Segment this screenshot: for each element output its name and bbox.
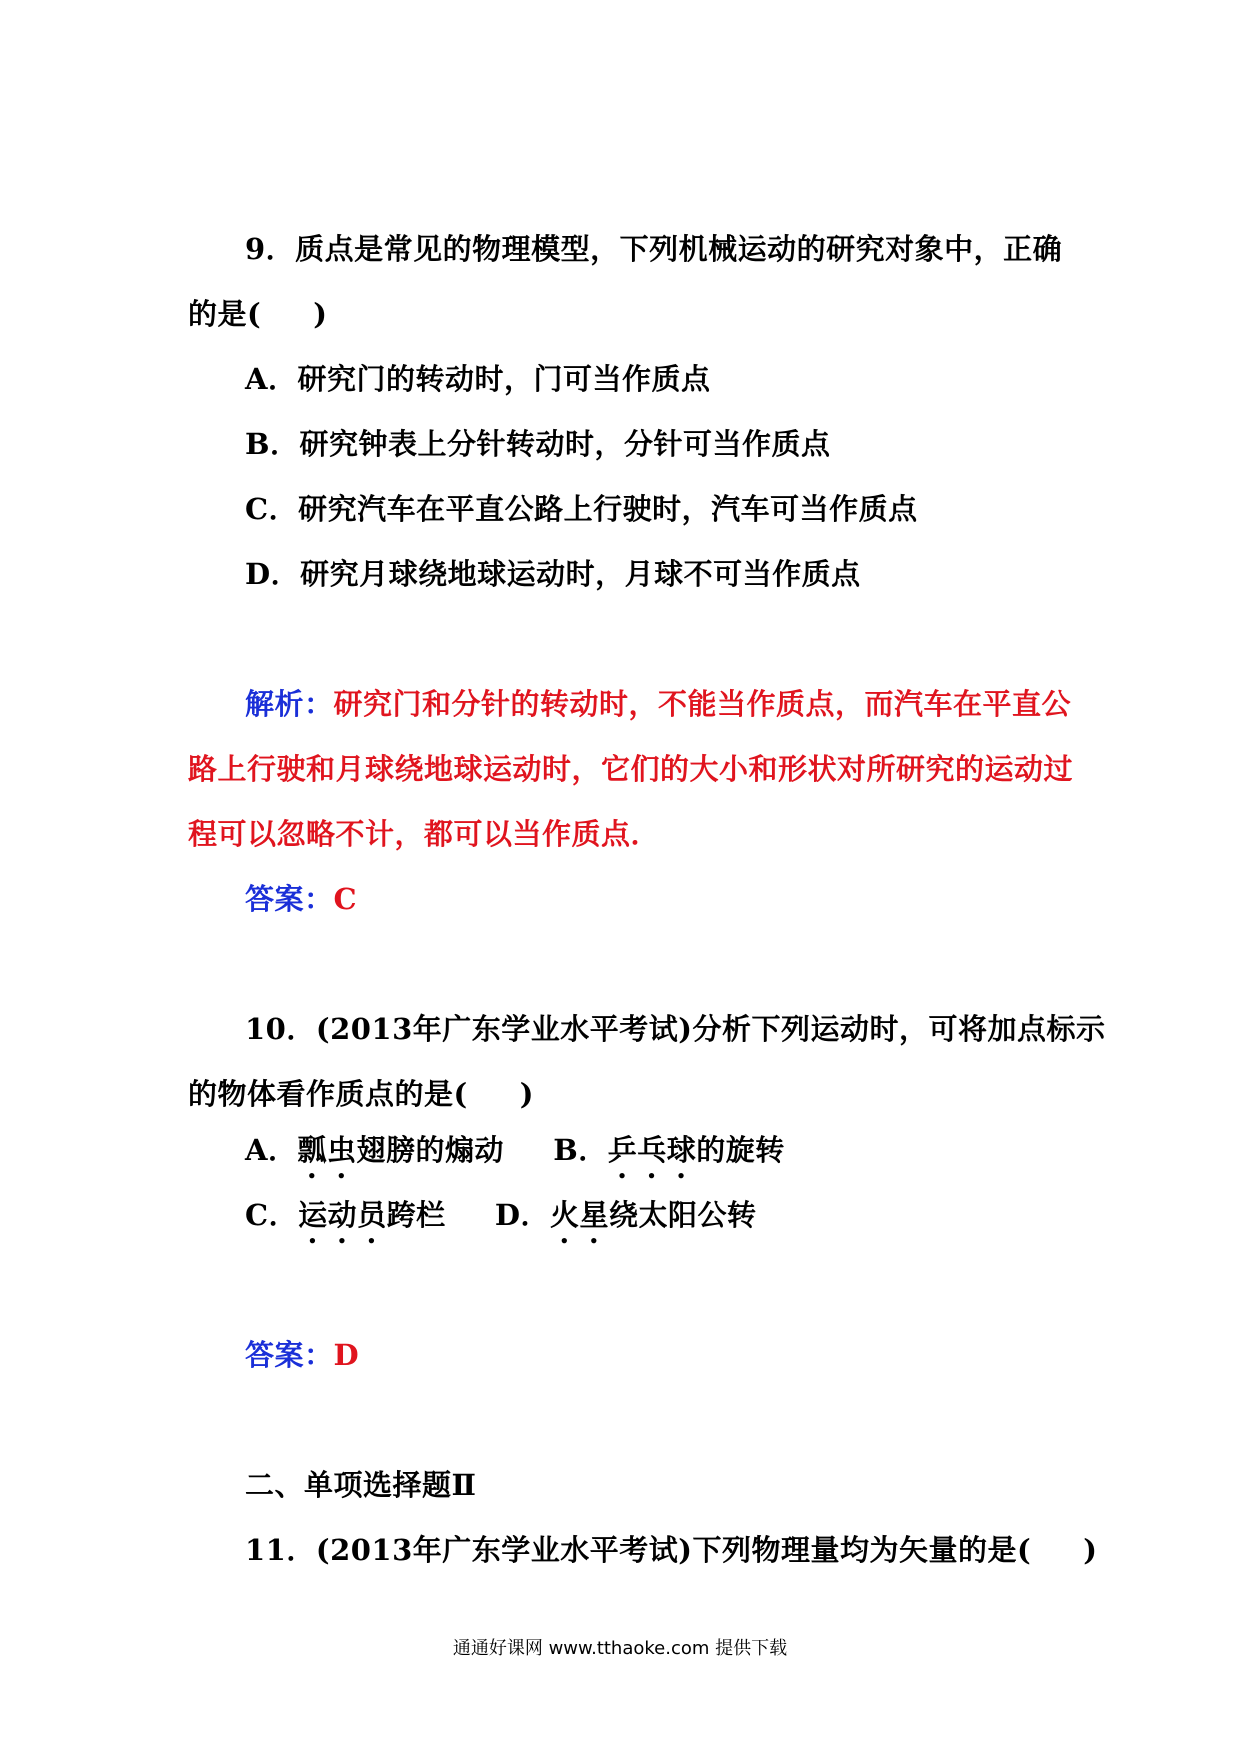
- q9-analysis-line3: 程可以忽略不计，都可以当作质点．: [188, 817, 661, 851]
- q10-stem-line1: 10．(2013年广东学业水平考试)分析下列运动时，可将加点标示: [245, 1012, 1106, 1046]
- analysis-label: 解析：: [245, 687, 334, 721]
- q10-stem-line2: [188, 1074, 534, 1114]
- q11-stem-close: ): [1083, 1533, 1098, 1567]
- q10-option-c: [245, 1198, 456, 1232]
- q9-option-d: D．研究月球绕地球运动时，月球不可当作质点: [245, 557, 861, 591]
- dotted-emphasis: 乒乓球: [607, 1133, 697, 1167]
- q9-option-c: C．研究汽车在平直公路上行驶时，汽车可当作质点: [245, 492, 918, 526]
- section-title: 二、单项选择题Ⅱ: [245, 1468, 477, 1502]
- q10-stem-close: ): [519, 1077, 534, 1111]
- option-rest: 的旋转: [696, 1133, 785, 1167]
- option-prefix: D．: [494, 1198, 550, 1232]
- q9-stem-line2: [188, 294, 327, 334]
- q10-option-a: [245, 1133, 515, 1167]
- option-rest: 绕太阳公转: [609, 1198, 757, 1232]
- answer-label: 答案：: [245, 882, 334, 916]
- q10-options-row2: [245, 1195, 757, 1250]
- q9-stem-close: ): [313, 297, 328, 331]
- dotted-emphasis: 瓢虫: [297, 1133, 357, 1167]
- option-prefix: B．: [553, 1133, 608, 1167]
- q9-stem-line1: 9．质点是常见的物理模型，下列机械运动的研究对象中，正确: [245, 232, 1063, 266]
- answer-value: D: [333, 1338, 360, 1372]
- option-rest: 跨栏: [386, 1198, 446, 1232]
- answer-label: 答案：: [245, 1338, 334, 1372]
- option-prefix: A．: [245, 1133, 298, 1167]
- q9-stem-text: 的是(: [188, 297, 262, 331]
- option-rest: 翅膀的煽动: [356, 1133, 505, 1167]
- q10-options-row1: [245, 1130, 785, 1185]
- option-prefix: C．: [245, 1198, 299, 1232]
- q9-analysis-line1: [245, 684, 1071, 724]
- q9-answer: [245, 879, 357, 919]
- dotted-emphasis: 运动员: [298, 1198, 387, 1232]
- q10-option-b: [553, 1133, 785, 1167]
- q10-option-d: [495, 1198, 757, 1232]
- page-footer: 通通好课网 www.tthaoke.com 提供下载: [452, 1638, 788, 1659]
- q11-stem-line1: [245, 1530, 1097, 1570]
- q9-option-b: B．研究钟表上分针转动时，分针可当作质点: [245, 427, 831, 461]
- q9-analysis-line2: 路上行驶和月球绕地球运动时，它们的大小和形状对所研究的运动过: [188, 752, 1074, 786]
- dotted-emphasis: 火星: [550, 1198, 610, 1232]
- q11-stem-text: 11．(2013年广东学业水平考试)下列物理量均为矢量的是(: [245, 1533, 1032, 1567]
- analysis-text: 研究门和分针的转动时，不能当作质点，而汽车在平直公: [333, 687, 1072, 721]
- q10-stem-text: 的物体看作质点的是(: [188, 1077, 468, 1111]
- answer-value: C: [333, 882, 358, 916]
- q10-answer: [245, 1335, 359, 1375]
- q9-option-a: A．研究门的转动时，门可当作质点: [245, 362, 711, 396]
